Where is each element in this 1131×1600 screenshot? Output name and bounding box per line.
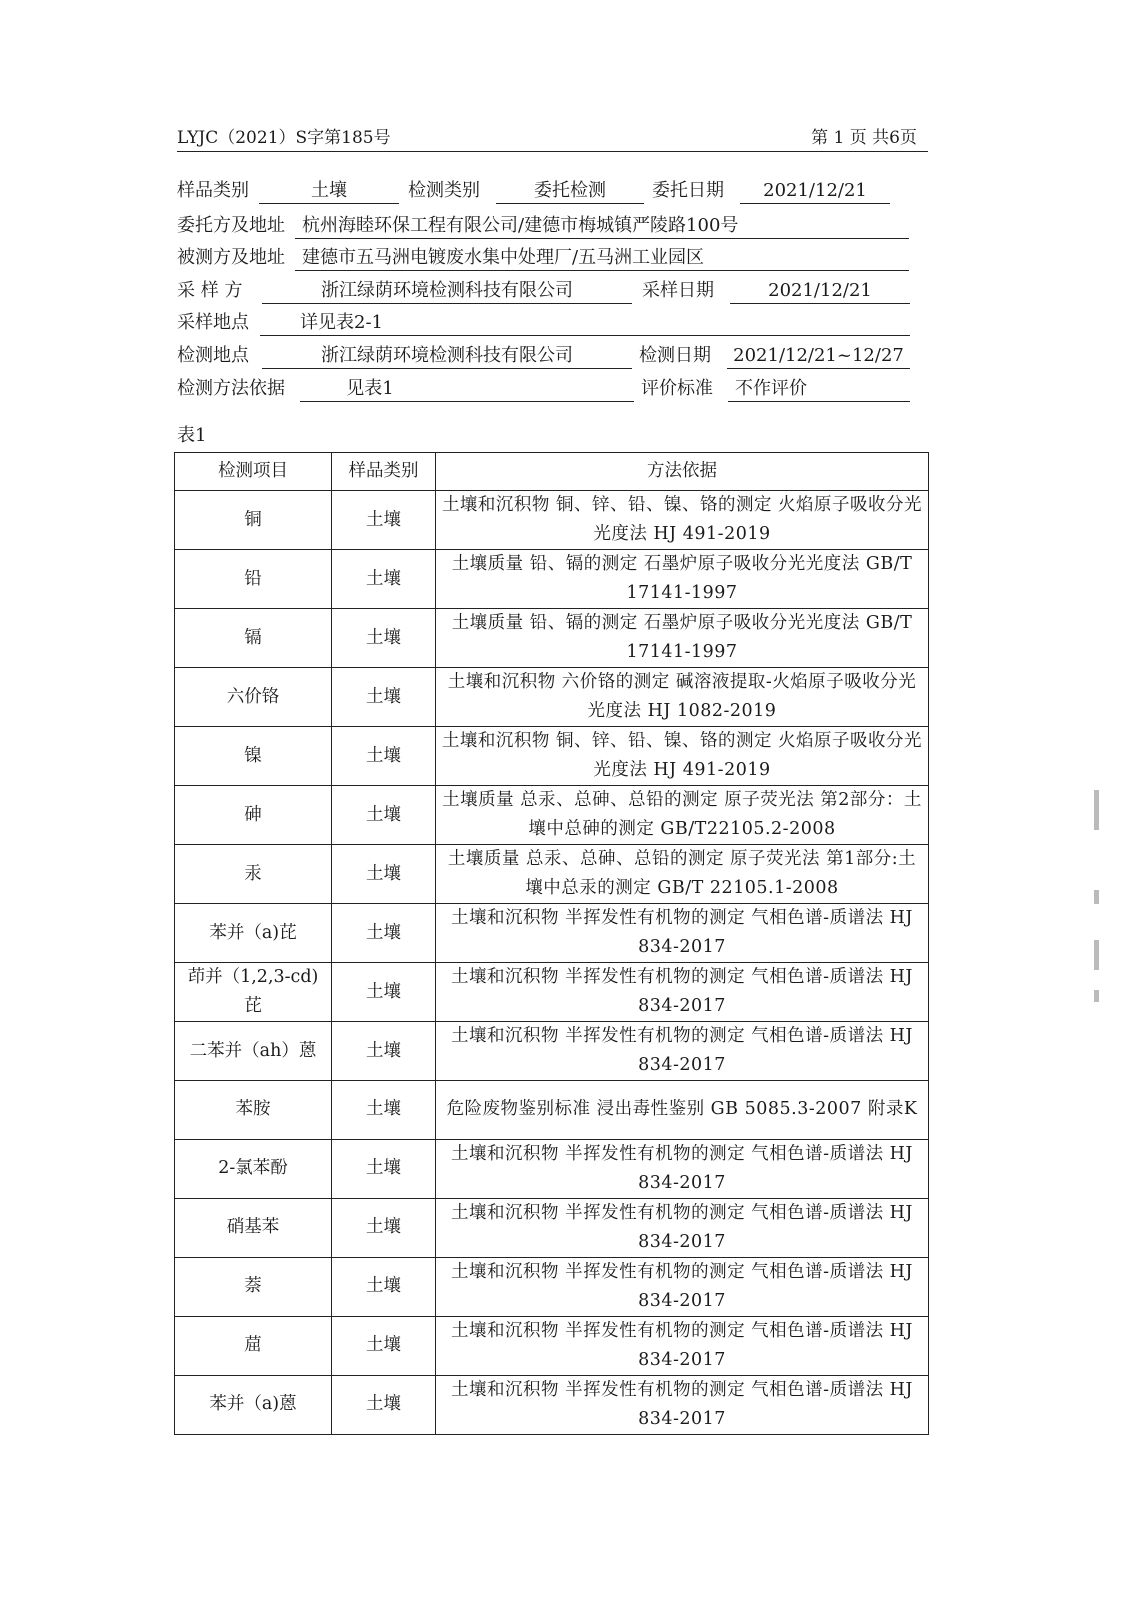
method-cell: 土壤质量 铅、镉的测定 石墨炉原子吸收分光光度法 GB/T 17141-1997 (436, 550, 929, 609)
test-item-cell: 二苯并（ah）蒽 (175, 1022, 332, 1081)
underline (730, 303, 910, 304)
underline (727, 368, 910, 369)
method-cell: 土壤质量 总汞、总砷、总铅的测定 原子荧光法 第2部分：土壤中总砷的测定 GB/T22105.2-2008 (436, 786, 929, 845)
test-item-cell: 2-氯苯酚 (175, 1139, 332, 1198)
scan-mark (1094, 890, 1099, 904)
report-number: LYJC（2021）S字第185号 (177, 128, 391, 148)
table-row (175, 1022, 929, 1081)
test-item-cell: 六价铬 (175, 668, 332, 727)
test-date-value: 2021/12/21~12/27 (733, 345, 904, 366)
tested-party-value: 建德市五马洲电镀废水集中处理厂/五马洲工业园区 (302, 247, 705, 268)
underline (295, 270, 909, 271)
method-cell: 土壤和沉积物 半挥发性有机物的测定 气相色谱-质谱法 HJ 834-2017 (436, 1198, 929, 1257)
sample-type-cell: 土壤 (332, 668, 436, 727)
method-cell: 土壤和沉积物 半挥发性有机物的测定 气相色谱-质谱法 HJ 834-2017 (436, 1022, 929, 1081)
method-cell: 土壤和沉积物 半挥发性有机物的测定 气相色谱-质谱法 HJ 834-2017 (436, 963, 929, 1022)
test-date-label: 检测日期 (639, 345, 711, 366)
underline (262, 303, 632, 304)
sampler-value: 浙江绿荫环境检测科技有限公司 (321, 280, 573, 301)
table-row (175, 963, 929, 1022)
table-row (175, 491, 929, 550)
test-item-cell: 苯并（a)芘 (175, 904, 332, 963)
header-test-item: 检测项目 (175, 453, 332, 491)
evaluation-value: 不作评价 (735, 378, 807, 399)
table-row (175, 1139, 929, 1198)
underline (496, 203, 644, 204)
test-item-cell: 镍 (175, 727, 332, 786)
sample-type-cell: 土壤 (332, 1081, 436, 1140)
table-header-row (175, 453, 929, 491)
methods-table (174, 452, 929, 1435)
method-cell: 土壤和沉积物 半挥发性有机物的测定 气相色谱-质谱法 HJ 834-2017 (436, 1257, 929, 1316)
table-caption: 表1 (177, 425, 207, 446)
tested-party-label: 被测方及地址 (177, 247, 285, 268)
scan-mark (1094, 790, 1099, 830)
evaluation-label: 评价标准 (641, 378, 713, 399)
method-cell: 土壤质量 总汞、总砷、总铅的测定 原子荧光法 第1部分:土壤中总汞的测定 GB/T 22105.1-2008 (436, 845, 929, 904)
sample-type-cell: 土壤 (332, 1022, 436, 1081)
sample-type-cell: 土壤 (332, 550, 436, 609)
method-basis-value: 见表1 (346, 378, 394, 399)
table-row (175, 904, 929, 963)
commission-date-value: 2021/12/21 (763, 180, 867, 201)
sampler-label: 采 样 方 (177, 280, 243, 301)
sample-type-cell: 土壤 (332, 491, 436, 550)
method-cell: 土壤和沉积物 铜、锌、铅、镍、铬的测定 火焰原子吸收分光光度法 HJ 491-2019 (436, 727, 929, 786)
test-item-cell: 砷 (175, 786, 332, 845)
method-cell: 土壤和沉积物 半挥发性有机物的测定 气相色谱-质谱法 HJ 834-2017 (436, 1375, 929, 1434)
test-site-value: 浙江绿荫环境检测科技有限公司 (321, 345, 573, 366)
test-item-cell: 䓛 (175, 1316, 332, 1375)
sampling-site-label: 采样地点 (177, 312, 249, 333)
underline (300, 401, 634, 402)
table-row (175, 1375, 929, 1434)
test-item-cell: 镉 (175, 609, 332, 668)
sample-type-cell: 土壤 (332, 963, 436, 1022)
test-item-cell: 苯胺 (175, 1081, 332, 1140)
underline (262, 368, 632, 369)
method-cell: 土壤质量 铅、镉的测定 石墨炉原子吸收分光光度法 GB/T 17141-1997 (436, 609, 929, 668)
test-item-cell: 苯并（a)蒽 (175, 1375, 332, 1434)
sample-type-cell: 土壤 (332, 845, 436, 904)
test-item-cell: 铅 (175, 550, 332, 609)
sample-type-cell: 土壤 (332, 1257, 436, 1316)
sample-type-cell: 土壤 (332, 786, 436, 845)
commission-date-label: 委托日期 (652, 180, 724, 201)
sample-type-cell: 土壤 (332, 1198, 436, 1257)
client-value: 杭州海睦环保工程有限公司/建德市梅城镇严陵路100号 (302, 215, 739, 236)
sampling-date-value: 2021/12/21 (768, 280, 872, 301)
sampling-site-value: 详见表2-1 (300, 312, 383, 333)
scan-mark (1094, 990, 1099, 1002)
header-method-basis: 方法依据 (436, 453, 929, 491)
test-item-cell: 萘 (175, 1257, 332, 1316)
sample-type-cell: 土壤 (332, 727, 436, 786)
test-item-cell: 茚并（1,2,3-cd)芘 (175, 963, 332, 1022)
header-sample-type: 样品类别 (332, 453, 436, 491)
sample-type-cell: 土壤 (332, 904, 436, 963)
sample-type-cell: 土壤 (332, 1139, 436, 1198)
test-item-cell: 铜 (175, 491, 332, 550)
page-info: 第 1 页 共6页 (811, 128, 917, 148)
sample-type-label: 样品类别 (177, 180, 249, 201)
table-row (175, 1198, 929, 1257)
underline (260, 335, 910, 336)
test-item-cell: 硝基苯 (175, 1198, 332, 1257)
table-row (175, 727, 929, 786)
client-label: 委托方及地址 (177, 215, 285, 236)
sample-type-cell: 土壤 (332, 609, 436, 668)
scan-mark (1094, 940, 1099, 970)
method-cell: 危险废物鉴别标准 浸出毒性鉴别 GB 5085.3-2007 附录K (436, 1081, 929, 1140)
test-type-value: 委托检测 (534, 180, 606, 201)
sample-type-value: 土壤 (311, 180, 347, 201)
sample-type-cell: 土壤 (332, 1316, 436, 1375)
method-cell: 土壤和沉积物 半挥发性有机物的测定 气相色谱-质谱法 HJ 834-2017 (436, 904, 929, 963)
method-cell: 土壤和沉积物 半挥发性有机物的测定 气相色谱-质谱法 HJ 834-2017 (436, 1316, 929, 1375)
underline (740, 203, 890, 204)
table-row (175, 1081, 929, 1140)
method-cell: 土壤和沉积物 铜、锌、铅、镍、铬的测定 火焰原子吸收分光光度法 HJ 491-2019 (436, 491, 929, 550)
underline (259, 203, 399, 204)
table-row (175, 845, 929, 904)
test-site-label: 检测地点 (177, 345, 249, 366)
method-cell: 土壤和沉积物 半挥发性有机物的测定 气相色谱-质谱法 HJ 834-2017 (436, 1139, 929, 1198)
method-basis-label: 检测方法依据 (177, 378, 285, 399)
test-item-cell: 汞 (175, 845, 332, 904)
table-row (175, 1257, 929, 1316)
header-rule (177, 151, 928, 152)
table-row (175, 609, 929, 668)
table-row (175, 786, 929, 845)
test-type-label: 检测类别 (408, 180, 480, 201)
method-cell: 土壤和沉积物 六价铬的测定 碱溶液提取-火焰原子吸收分光光度法 HJ 1082-2019 (436, 668, 929, 727)
table-body (175, 491, 929, 1435)
sample-type-cell: 土壤 (332, 1375, 436, 1434)
sampling-date-label: 采样日期 (642, 280, 714, 301)
underline (728, 401, 910, 402)
table-row (175, 550, 929, 609)
underline (295, 238, 909, 239)
table-row (175, 668, 929, 727)
table-row (175, 1316, 929, 1375)
